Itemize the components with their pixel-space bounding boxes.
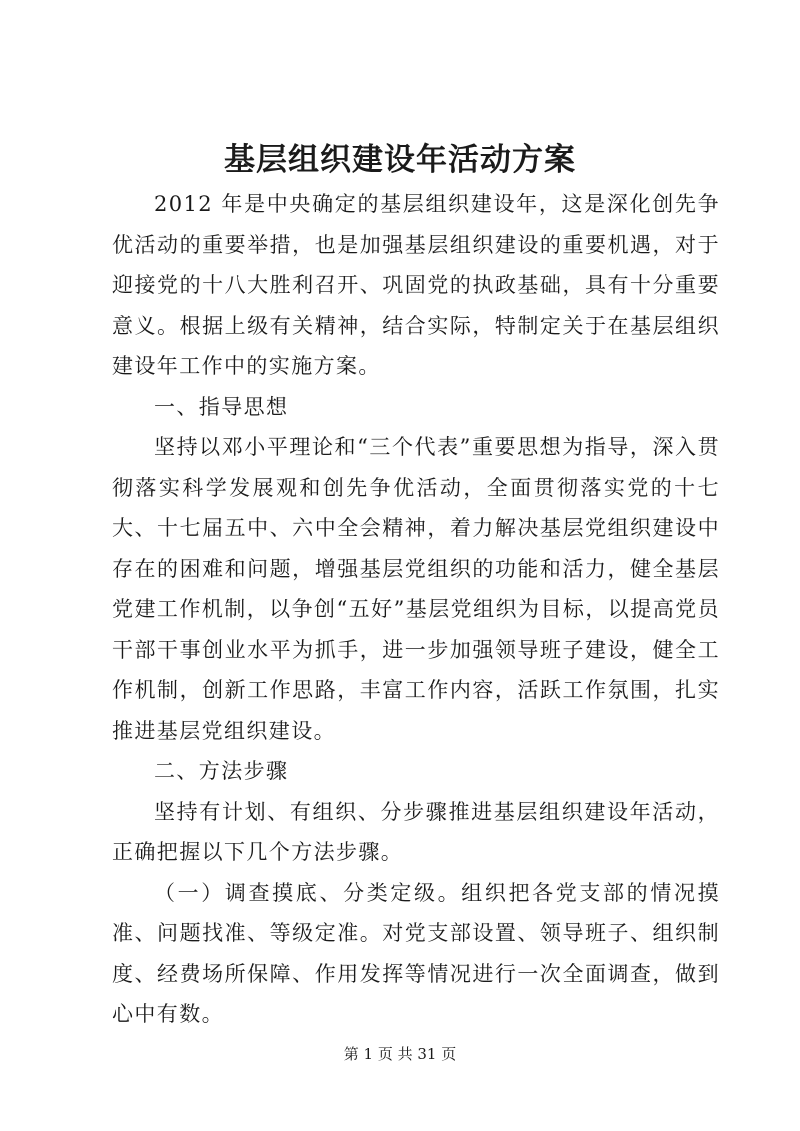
paragraph-guiding-ideology: 坚持以邓小平理论和“三个代表”重要思想为指导，深入贯彻落实科学发展观和创先争优活动，全面贯彻落实党的十七大、十七届五中、六中全会精神，着力解决基层党组织建设中存在的困难和问题，增强基层党组织的功能和活力，健全基层党建工作机制，以争创“五好”基层党组织为目标，以提高党员干部干事创业水平为抓手，进一步加强领导班子建设，健全工作机制，创新工作思路，丰富工作内容，活跃工作氛围，扎实推进基层党组织建设。 (112, 435, 720, 743)
paragraph-step-one: （一）调查摸底、分类定级。组织把各党支部的情况摸准、问题找准、等级定准。对党支部设置、领导班子、组织制度、经费场所保障、作用发挥等情况进行一次全面调查，做到心中有数。 (112, 880, 720, 1026)
document-title: 基层组织建设年活动方案 (224, 142, 576, 178)
heading-methods-steps: 二、方法步骤 (154, 759, 289, 783)
document-body (112, 184, 720, 1035)
paragraph-intro: 2012 年是中央确定的基层组织建设年，这是深化创先争优活动的重要举措，也是加强基层组织建设的重要机遇，对于迎接党的十八大胜利召开、巩固党的执政基础，具有十分重要意义。根据上级有关精神，结合实际，特制定关于在基层组织建设年工作中的实施方案。 (112, 192, 720, 378)
heading-guiding-ideology: 一、指导思想 (154, 394, 289, 419)
page-footer: 第 1 页 共 31 页 (343, 1045, 457, 1063)
paragraph-methods-steps: 坚持有计划、有组织、分步骤推进基层组织建设年活动，正确把握以下几个方法步骤。 (112, 799, 720, 864)
